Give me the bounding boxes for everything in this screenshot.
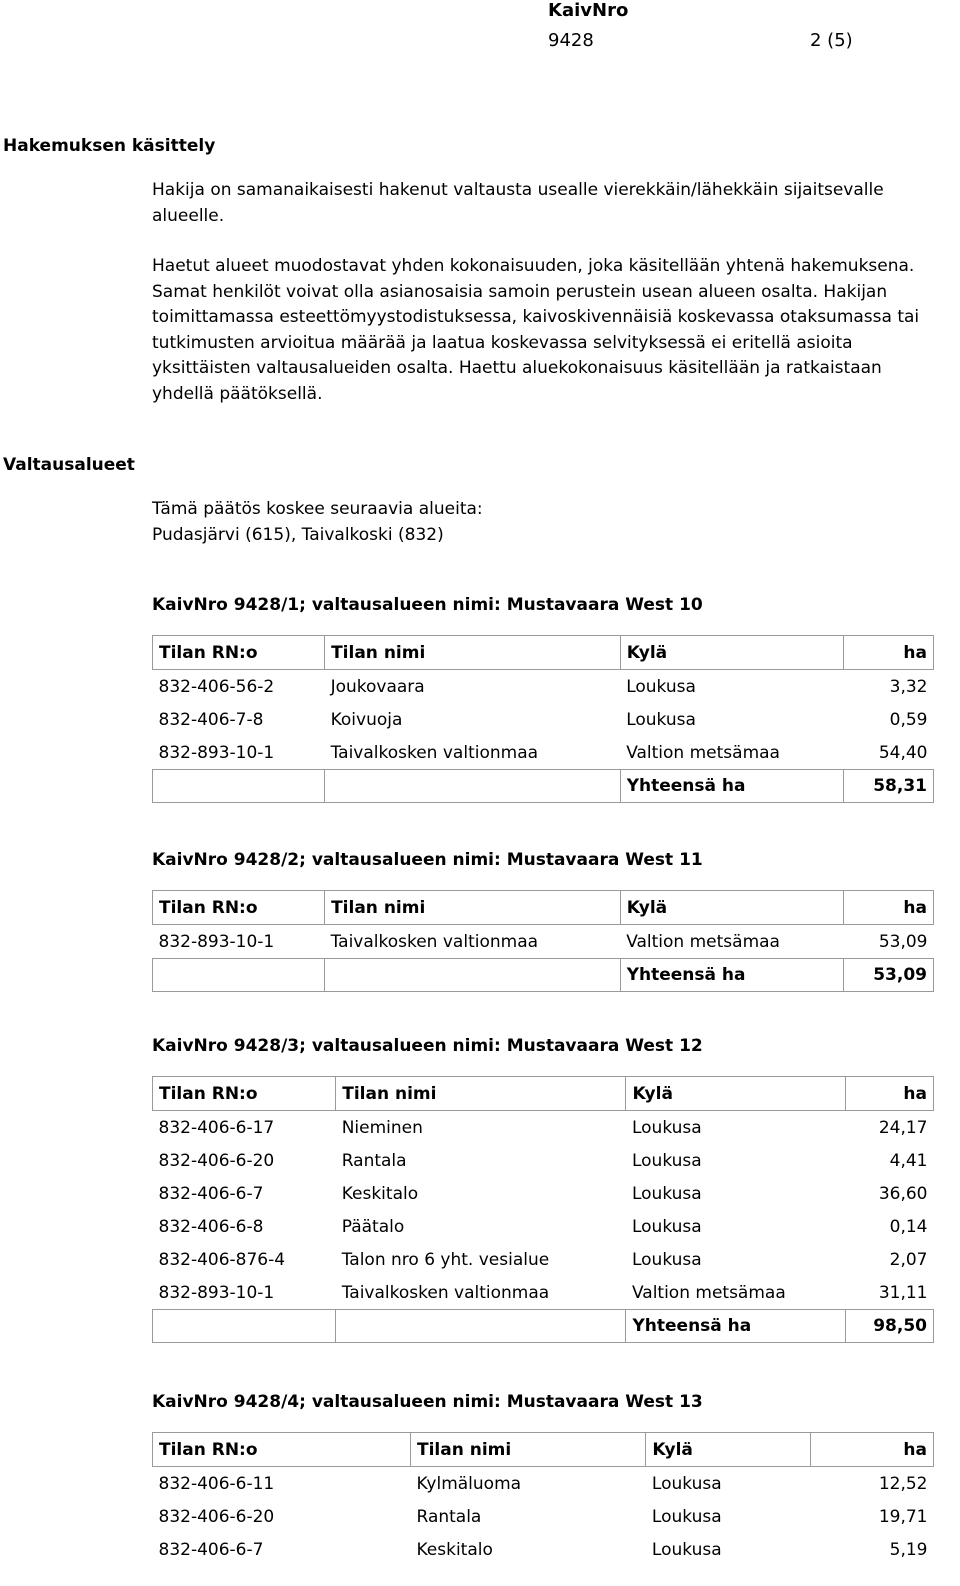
cell-nimi: Talon nro 6 yht. vesialue	[341, 1249, 550, 1270]
cell-rn: 832-406-6-7	[158, 1539, 264, 1560]
cell-nimi: Nieminen	[341, 1117, 423, 1138]
blank-cell	[336, 1310, 626, 1343]
cell-kyla: Loukusa	[626, 676, 696, 697]
col-header-ha: ha	[844, 636, 934, 670]
table-row	[153, 1210, 934, 1243]
section-title-valtausalueet: Valtausalueet	[3, 455, 135, 475]
blank-cell	[325, 770, 621, 803]
cell-ha: 12,52	[878, 1473, 928, 1494]
cell-ha: 24,17	[878, 1117, 928, 1138]
total-row	[153, 1310, 934, 1343]
total-value: 53,09	[844, 959, 934, 992]
blank-cell	[325, 959, 621, 992]
cell-ha: 4,41	[889, 1150, 928, 1171]
cell-kyla: Valtion metsämaa	[631, 1282, 786, 1303]
table-row	[153, 1533, 934, 1566]
total-value: 58,31	[844, 770, 934, 803]
blank-cell	[153, 1310, 336, 1343]
cell-rn: 832-406-6-17	[158, 1117, 275, 1138]
table-row	[153, 1144, 934, 1177]
cell-rn: 832-893-10-1	[158, 1282, 275, 1303]
cell-rn: 832-406-6-20	[158, 1150, 275, 1171]
total-label: Yhteensä ha	[620, 770, 843, 803]
cell-kyla: Loukusa	[651, 1473, 722, 1494]
total-label: Yhteensä ha	[626, 1310, 845, 1343]
col-header-ha: ha	[845, 1077, 933, 1111]
cell-rn: 832-406-876-4	[158, 1249, 286, 1270]
cell-rn: 832-406-6-11	[158, 1473, 275, 1494]
header-number: 9428	[548, 30, 594, 51]
cell-nimi: Keskitalo	[416, 1539, 493, 1560]
col-header-kyla: Kylä	[626, 1077, 845, 1111]
table-row	[153, 925, 934, 959]
table-row	[153, 1500, 934, 1533]
paragraph-line: Hakija on samanaikaisesti hakenut valtausta usealle vierekkäin/lähekkäin sijaitsevalle	[152, 180, 884, 200]
col-header-kyla: Kylä	[646, 1433, 811, 1467]
header-title: KaivNro	[548, 0, 629, 21]
total-row	[153, 770, 934, 803]
cell-ha: 2,07	[889, 1249, 928, 1270]
total-row	[153, 959, 934, 992]
table-header-row	[153, 636, 934, 670]
cell-nimi: Koivuoja	[330, 709, 403, 730]
area-title-4: KaivNro 9428/4; valtausalueen nimi: Mustavaara West 13	[152, 1392, 703, 1412]
cell-nimi: Keskitalo	[341, 1183, 419, 1204]
col-header-nimi: Tilan nimi	[411, 1433, 646, 1467]
area-title-1: KaivNro 9428/1; valtausalueen nimi: Mustavaara West 10	[152, 595, 703, 615]
table-row	[153, 1276, 934, 1310]
area-title-3: KaivNro 9428/3; valtausalueen nimi: Mustavaara West 12	[152, 1036, 703, 1056]
cell-rn: 832-893-10-1	[158, 742, 275, 763]
cell-ha: 54,40	[878, 742, 928, 763]
col-header-rn: Tilan RN:o	[153, 1077, 336, 1111]
cell-rn: 832-406-6-8	[158, 1216, 264, 1237]
paragraph-line: toimittamassa esteettömyystodistuksessa, kaivoskivennäisiä koskevassa otaksumassa tai	[152, 307, 920, 327]
cell-rn: 832-893-10-1	[158, 931, 275, 952]
cell-nimi: Päätalo	[341, 1216, 405, 1237]
total-label: Yhteensä ha	[620, 959, 843, 992]
paragraph-line: Samat henkilöt voivat olla asianosaisia samoin perustein usean alueen osalta. Hakijan	[152, 281, 888, 302]
col-header-rn: Tilan RN:o	[153, 891, 325, 925]
cell-ha: 53,09	[878, 931, 928, 952]
cell-kyla: Loukusa	[631, 1117, 702, 1138]
cell-nimi: Taivalkosken valtionmaa	[341, 1282, 550, 1303]
intro-line: Pudasjärvi (615), Taivalkoski (832)	[152, 524, 444, 545]
blank-cell	[153, 770, 325, 803]
section-title-hakemuksen-kasittely: Hakemuksen käsittely	[3, 136, 216, 156]
blank-cell	[153, 959, 325, 992]
cell-kyla: Loukusa	[631, 1150, 702, 1171]
col-header-kyla: Kylä	[620, 636, 843, 670]
cell-nimi: Taivalkosken valtionmaa	[330, 742, 539, 763]
paragraph-line: Haetut alueet muodostavat yhden kokonaisuuden, joka käsitellään yhtenä hakemuksena.	[152, 256, 915, 276]
paragraph-1	[152, 178, 942, 229]
cell-ha: 0,59	[889, 709, 928, 730]
table-row	[153, 1111, 934, 1145]
paragraph-2	[152, 254, 942, 407]
area-title-2: KaivNro 9428/2; valtausalueen nimi: Mustavaara West 11	[152, 850, 703, 870]
intro-paragraph	[152, 497, 942, 548]
table-row	[153, 670, 934, 704]
cell-ha: 36,60	[878, 1183, 928, 1204]
col-header-nimi: Tilan nimi	[325, 636, 621, 670]
cell-ha: 31,11	[878, 1282, 928, 1303]
col-header-ha: ha	[811, 1433, 934, 1467]
col-header-kyla: Kylä	[620, 891, 843, 925]
cell-rn: 832-406-7-8	[158, 709, 264, 730]
col-header-rn: Tilan RN:o	[153, 636, 325, 670]
property-table-3	[152, 1076, 934, 1343]
cell-rn: 832-406-6-20	[158, 1506, 275, 1527]
cell-nimi: Rantala	[341, 1150, 407, 1171]
col-header-rn: Tilan RN:o	[153, 1433, 411, 1467]
cell-ha: 0,14	[889, 1216, 928, 1237]
cell-nimi: Taivalkosken valtionmaa	[330, 931, 539, 952]
property-table-2	[152, 890, 934, 992]
cell-kyla: Loukusa	[631, 1183, 702, 1204]
table-row	[153, 1467, 934, 1501]
table-row	[153, 1177, 934, 1210]
intro-line: Tämä päätös koskee seuraavia alueita:	[152, 499, 483, 519]
page-number: 2 (5)	[810, 30, 853, 51]
paragraph-line: alueelle.	[152, 205, 225, 226]
cell-ha: 3,32	[889, 676, 928, 697]
cell-rn: 832-406-56-2	[158, 676, 275, 697]
property-table-1	[152, 635, 934, 803]
cell-kyla: Loukusa	[651, 1539, 722, 1560]
property-table-4	[152, 1432, 934, 1566]
cell-nimi: Rantala	[416, 1506, 482, 1527]
table-header-row	[153, 891, 934, 925]
col-header-nimi: Tilan nimi	[336, 1077, 626, 1111]
cell-kyla: Valtion metsämaa	[626, 931, 780, 952]
cell-kyla: Loukusa	[631, 1216, 702, 1237]
cell-ha: 19,71	[878, 1506, 928, 1527]
table-header-row	[153, 1077, 934, 1111]
cell-nimi: Joukovaara	[330, 676, 425, 697]
table-row	[153, 703, 934, 736]
paragraph-line: yksittäisten valtausalueiden osalta. Haettu aluekokonaisuus käsitellään ja ratkaistaan	[152, 358, 882, 378]
cell-kyla: Loukusa	[631, 1249, 702, 1270]
paragraph-line: tutkimusten arvioitua määrää ja laatua koskevassa selvityksessä ei eritellä asioita	[152, 332, 853, 353]
total-value: 98,50	[845, 1310, 933, 1343]
table-row	[153, 736, 934, 770]
cell-rn: 832-406-6-7	[158, 1183, 264, 1204]
col-header-ha: ha	[844, 891, 934, 925]
col-header-nimi: Tilan nimi	[325, 891, 621, 925]
cell-kyla: Valtion metsämaa	[626, 742, 780, 763]
paragraph-line: yhdellä päätöksellä.	[152, 383, 323, 404]
table-header-row	[153, 1433, 934, 1467]
cell-nimi: Kylmäluoma	[416, 1473, 522, 1494]
table-row	[153, 1243, 934, 1276]
cell-kyla: Loukusa	[651, 1506, 722, 1527]
cell-kyla: Loukusa	[626, 709, 696, 730]
cell-ha: 5,19	[889, 1539, 928, 1560]
